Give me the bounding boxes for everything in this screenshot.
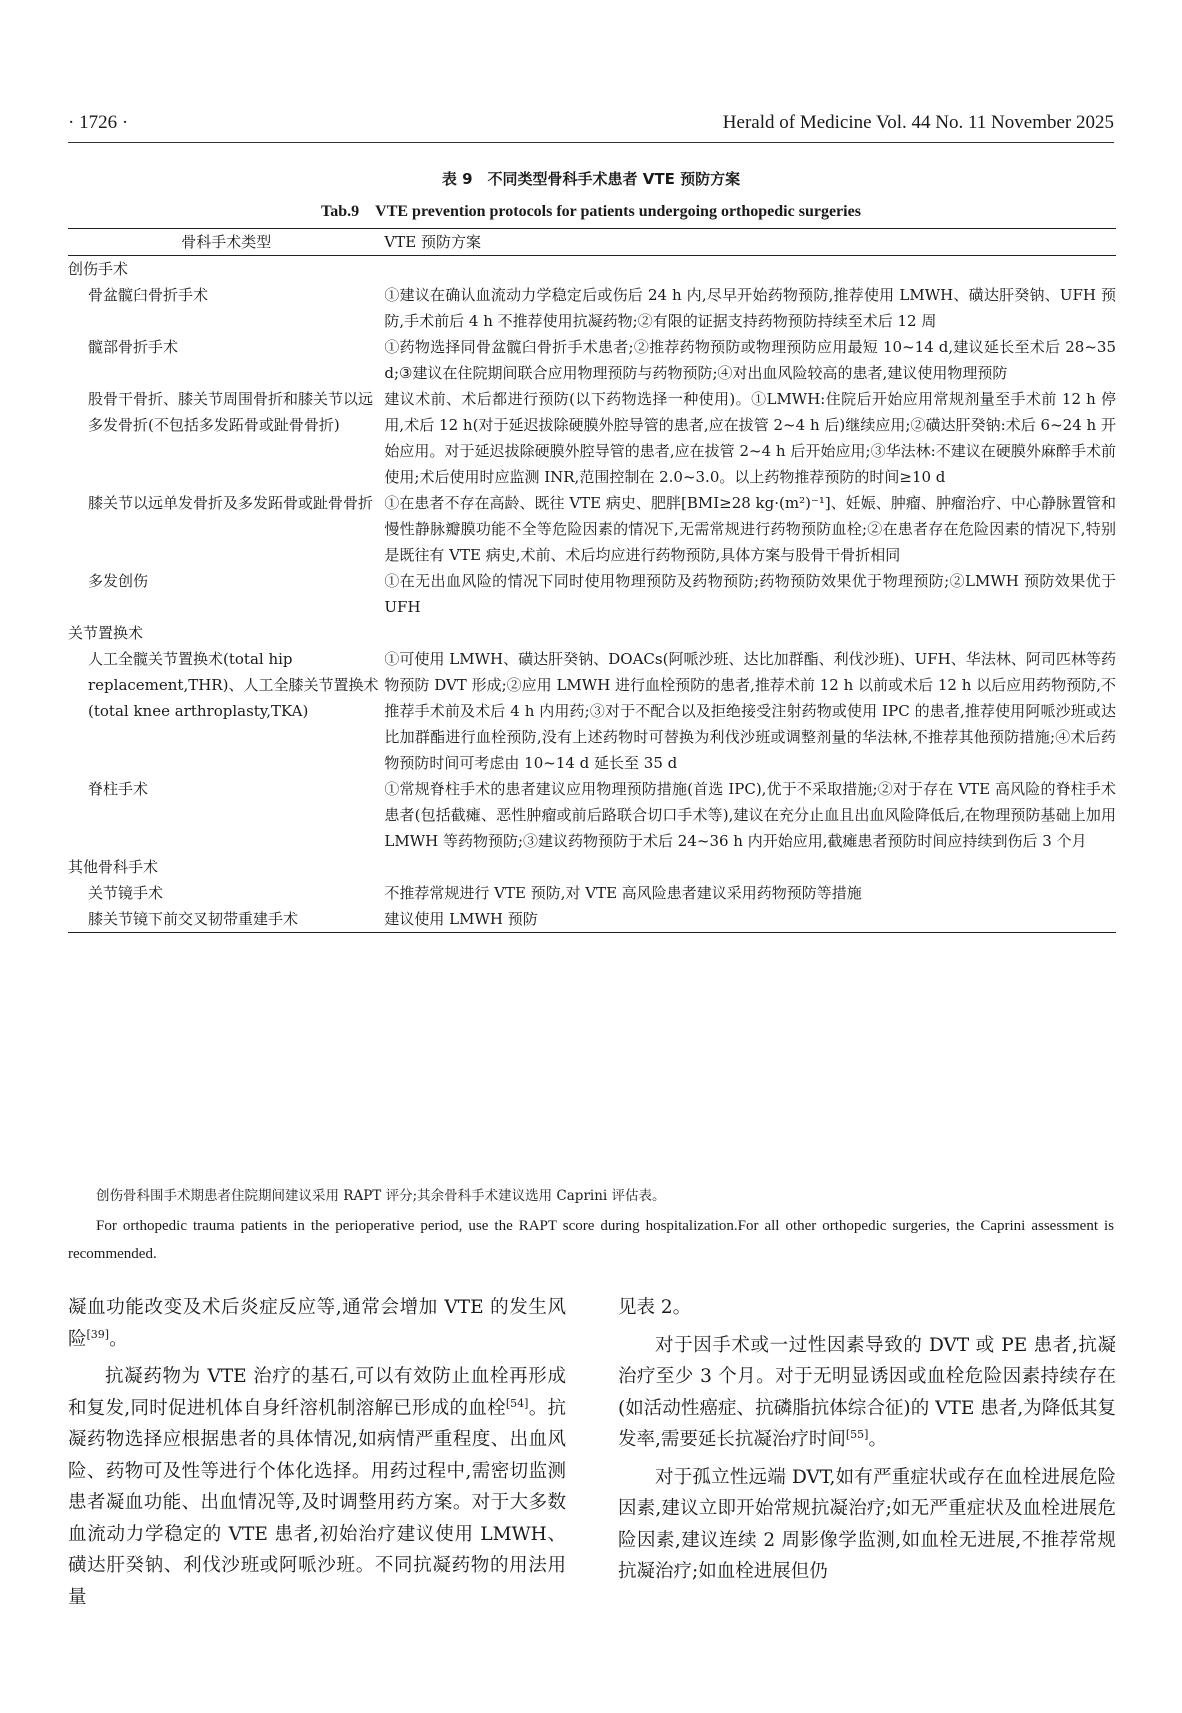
prevention-plan: ①在无出血风险的情况下同时使用物理预防及药物预防;药物预防效果优于物理预防;②LMWH 预防效果优于 UFH <box>384 572 1116 616</box>
table-row <box>68 386 1116 490</box>
paragraph: 见表 2。 <box>618 1297 692 1318</box>
paragraph <box>68 1361 566 1613</box>
surgery-type: 股骨干骨折、膝关节周围骨折和膝关节以远多发骨折(不包括多发跖骨或趾骨骨折) <box>88 390 374 434</box>
table-row <box>68 646 1116 776</box>
prevention-plan: 建议术前、术后都进行预防(以下药物选择一种使用)。①LMWH:住院后开始应用常规剂量至手术前 12 h 停用,术后 12 h(对于延迟拔除硬膜外腔导管的患者,应在拔管 2~4 h 后)继续应用;②磺达肝癸钠:术后 6~24 h 开始应用。对于延迟拔除硬膜外腔导管的患者,应在拔管 2~4 h 后开始应用;③华法林:不建议在硬膜外麻醉手术前使用;术后使用时应监测 INR,范围控制在 2.0~3.0。以上药物推荐预防的时间≥10 d <box>384 390 1116 486</box>
body-column-left <box>68 1292 566 1613</box>
journal-title: Herald of Medicine Vol. 44 No. 11 November 2025 <box>722 112 1114 133</box>
group-other: 其他骨科手术 <box>68 858 159 876</box>
prevention-plan: ①常规脊柱手术的患者建议应用物理预防措施(首选 IPC),优于不采取措施;②对于存在 VTE 高风险的脊柱手术患者(包括截瘫、恶性肿瘤或前后路联合切口手术等),建议在充分止血且出血风险降低后,在物理预防基础上加用 LMWH 等药物预防;③建议药物预防于术后 24~36 h 内开始应用,截瘫患者预防时间应持续到伤后 3 个月 <box>384 780 1116 850</box>
table-row <box>68 880 1116 906</box>
surgery-type: 骨盆髋臼骨折手术 <box>88 286 209 304</box>
header-rule <box>68 142 1114 143</box>
prevention-plan: ①在患者不存在高龄、既往 VTE 病史、肥胖[BMI≥28 kg·(m²)⁻¹]、妊娠、肿瘤、肿瘤治疗、中心静脉置管和慢性静脉瓣膜功能不全等危险因素的情况下,无需常规进行药物预防血栓;②在患者存在危险因素的情况下,特别是既往有 VTE 病史,术前、术后均应进行药物预防,具体方案与股骨干骨折相同 <box>384 494 1116 564</box>
prevention-plan: 建议使用 LMWH 预防 <box>384 906 1116 933</box>
table-note-en: For orthopedic trauma patients in the perioperative period, use the RAPT score during hospitalization.For all other orthopedic surgeries, the Caprini assessment is recommended. <box>68 1218 1114 1262</box>
paragraph-text: 凝血功能改变及术后炎症反应等,通常会增加 VTE 的发生风险 <box>68 1297 566 1350</box>
citation: [54] <box>505 1396 529 1410</box>
table-note-zh: 创伤骨科围手术期患者住院期间建议采用 RAPT 评分;其余骨科手术建议选用 Caprini 评估表。 <box>96 1188 666 1204</box>
citation: [55] <box>845 1428 869 1441</box>
surgery-type: 膝关节以远单发骨折及多发跖骨或趾骨骨折 <box>88 494 374 512</box>
surgery-type: 脊柱手术 <box>88 780 149 798</box>
table-caption-en: Tab.9 VTE prevention protocols for patients undergoing orthopedic surgeries <box>321 203 861 220</box>
prevention-plan: ①可使用 LMWH、磺达肝癸钠、DOACs(阿哌沙班、达比加群酯、利伐沙班)、UFH、华法林、阿司匹林等药物预防 DVT 形成;②应用 LMWH 进行血栓预防的患者,推荐术前 12 h 以前或术后 12 h 以后应用药物预防,不推荐手术前及术后 4 h 内用药;③对于不配合以及拒绝接受注射药物或使用 IPC 的患者,推荐使用阿哌沙班或达比加群酯进行血栓预防,没有上述药物时可替换为利伐沙班或调整剂量的华法林,不推荐其他预防措施;④术后药物预防时间可考虑由 10~14 d 延长至 35 d <box>384 650 1116 772</box>
table-row <box>68 906 1116 933</box>
vte-prevention-table <box>68 228 1116 933</box>
paragraph-text: 抗凝药物为 VTE 治疗的基石,可以有效防止血栓再形成和复发,同时促进机体自身纤溶机制溶解已形成的血栓 <box>68 1366 566 1419</box>
group-joint-replacement: 关节置换术 <box>68 624 144 642</box>
surgery-type: 多发创伤 <box>88 572 149 590</box>
page-number: · 1726 · <box>68 112 129 133</box>
paragraph-text: 对于因手术或一过性因素导致的 DVT 或 PE 患者,抗凝治疗至少 3 个月。对于无明显诱因或血栓危险因素持续存在(如活动性癌症、抗磷脂抗体综合征)的 VTE 患者,为降低其复发率,需要延长抗凝治疗时间 <box>618 1334 1116 1450</box>
group-trauma: 创伤手术 <box>68 260 129 278</box>
surgery-type: 关节镜手术 <box>88 884 164 902</box>
paragraph-end: 。 <box>868 1429 887 1450</box>
paragraph-text: 。抗凝药物选择应根据患者的具体情况,如病情严重程度、出血风险、药物可及性等进行个体化选择。用药过程中,需密切监测患者凝血功能、出血情况等,及时调整用药方案。对于大多数血流动力学稳定的 VTE 患者,初始治疗建议使用 LMWH、磺达肝癸钠、利伐沙班或阿哌沙班。不同抗凝药物的用法用量 <box>68 1397 566 1608</box>
prevention-plan: 不推荐常规进行 VTE 预防,对 VTE 高风险患者建议采用药物预防等措施 <box>384 884 862 902</box>
body-column-right <box>618 1292 1116 1588</box>
paragraph <box>68 1292 566 1355</box>
table-row <box>68 334 1116 386</box>
surgery-type: 膝关节镜下前交叉韧带重建手术 <box>68 906 384 933</box>
table-row <box>68 282 1116 334</box>
prevention-plan: ①建议在确认血流动力学稳定后或伤后 24 h 内,尽早开始药物预防,推荐使用 LMWH、磺达肝癸钠、UFH 预防,手术前后 4 h 不推荐使用抗凝药物;②有限的证据支持药物预防持续至术后 12 周 <box>384 286 1116 330</box>
table-row <box>68 776 1116 854</box>
table-caption-zh: 表 9 不同类型骨科手术患者 VTE 预防方案 <box>441 170 741 188</box>
table-row <box>68 490 1116 568</box>
citation: [39] <box>86 1327 110 1341</box>
table-row <box>68 568 1116 620</box>
paragraph-end: 。 <box>109 1328 128 1350</box>
column-header-vte-plan: VTE 预防方案 <box>384 229 1116 256</box>
prevention-plan: ①药物选择同骨盆髋臼骨折手术患者;②推荐药物预防或物理预防应用最短 10~14 d,建议延长至术后 28~35 d;③建议在住院期间联合应用物理预防与药物预防;④对出血风险较高的患者,建议使用物理预防 <box>384 338 1116 382</box>
paragraph: 对于孤立性远端 DVT,如有严重症状或存在血栓进展危险因素,建议立即开始常规抗凝治疗;如无严重症状及血栓进展危险因素,建议连续 2 周影像学监测,如血栓无进展,不推荐常规抗凝治疗;如血栓进展但仍 <box>618 1466 1116 1582</box>
paragraph <box>618 1330 1116 1456</box>
column-header-surgery-type: 骨科手术类型 <box>68 229 384 256</box>
surgery-type: 髋部骨折手术 <box>88 338 179 356</box>
surgery-type: 人工全髋关节置换术(total hip replacement,THR)、人工全膝关节置换术(total knee arthroplasty,TKA) <box>88 650 379 720</box>
